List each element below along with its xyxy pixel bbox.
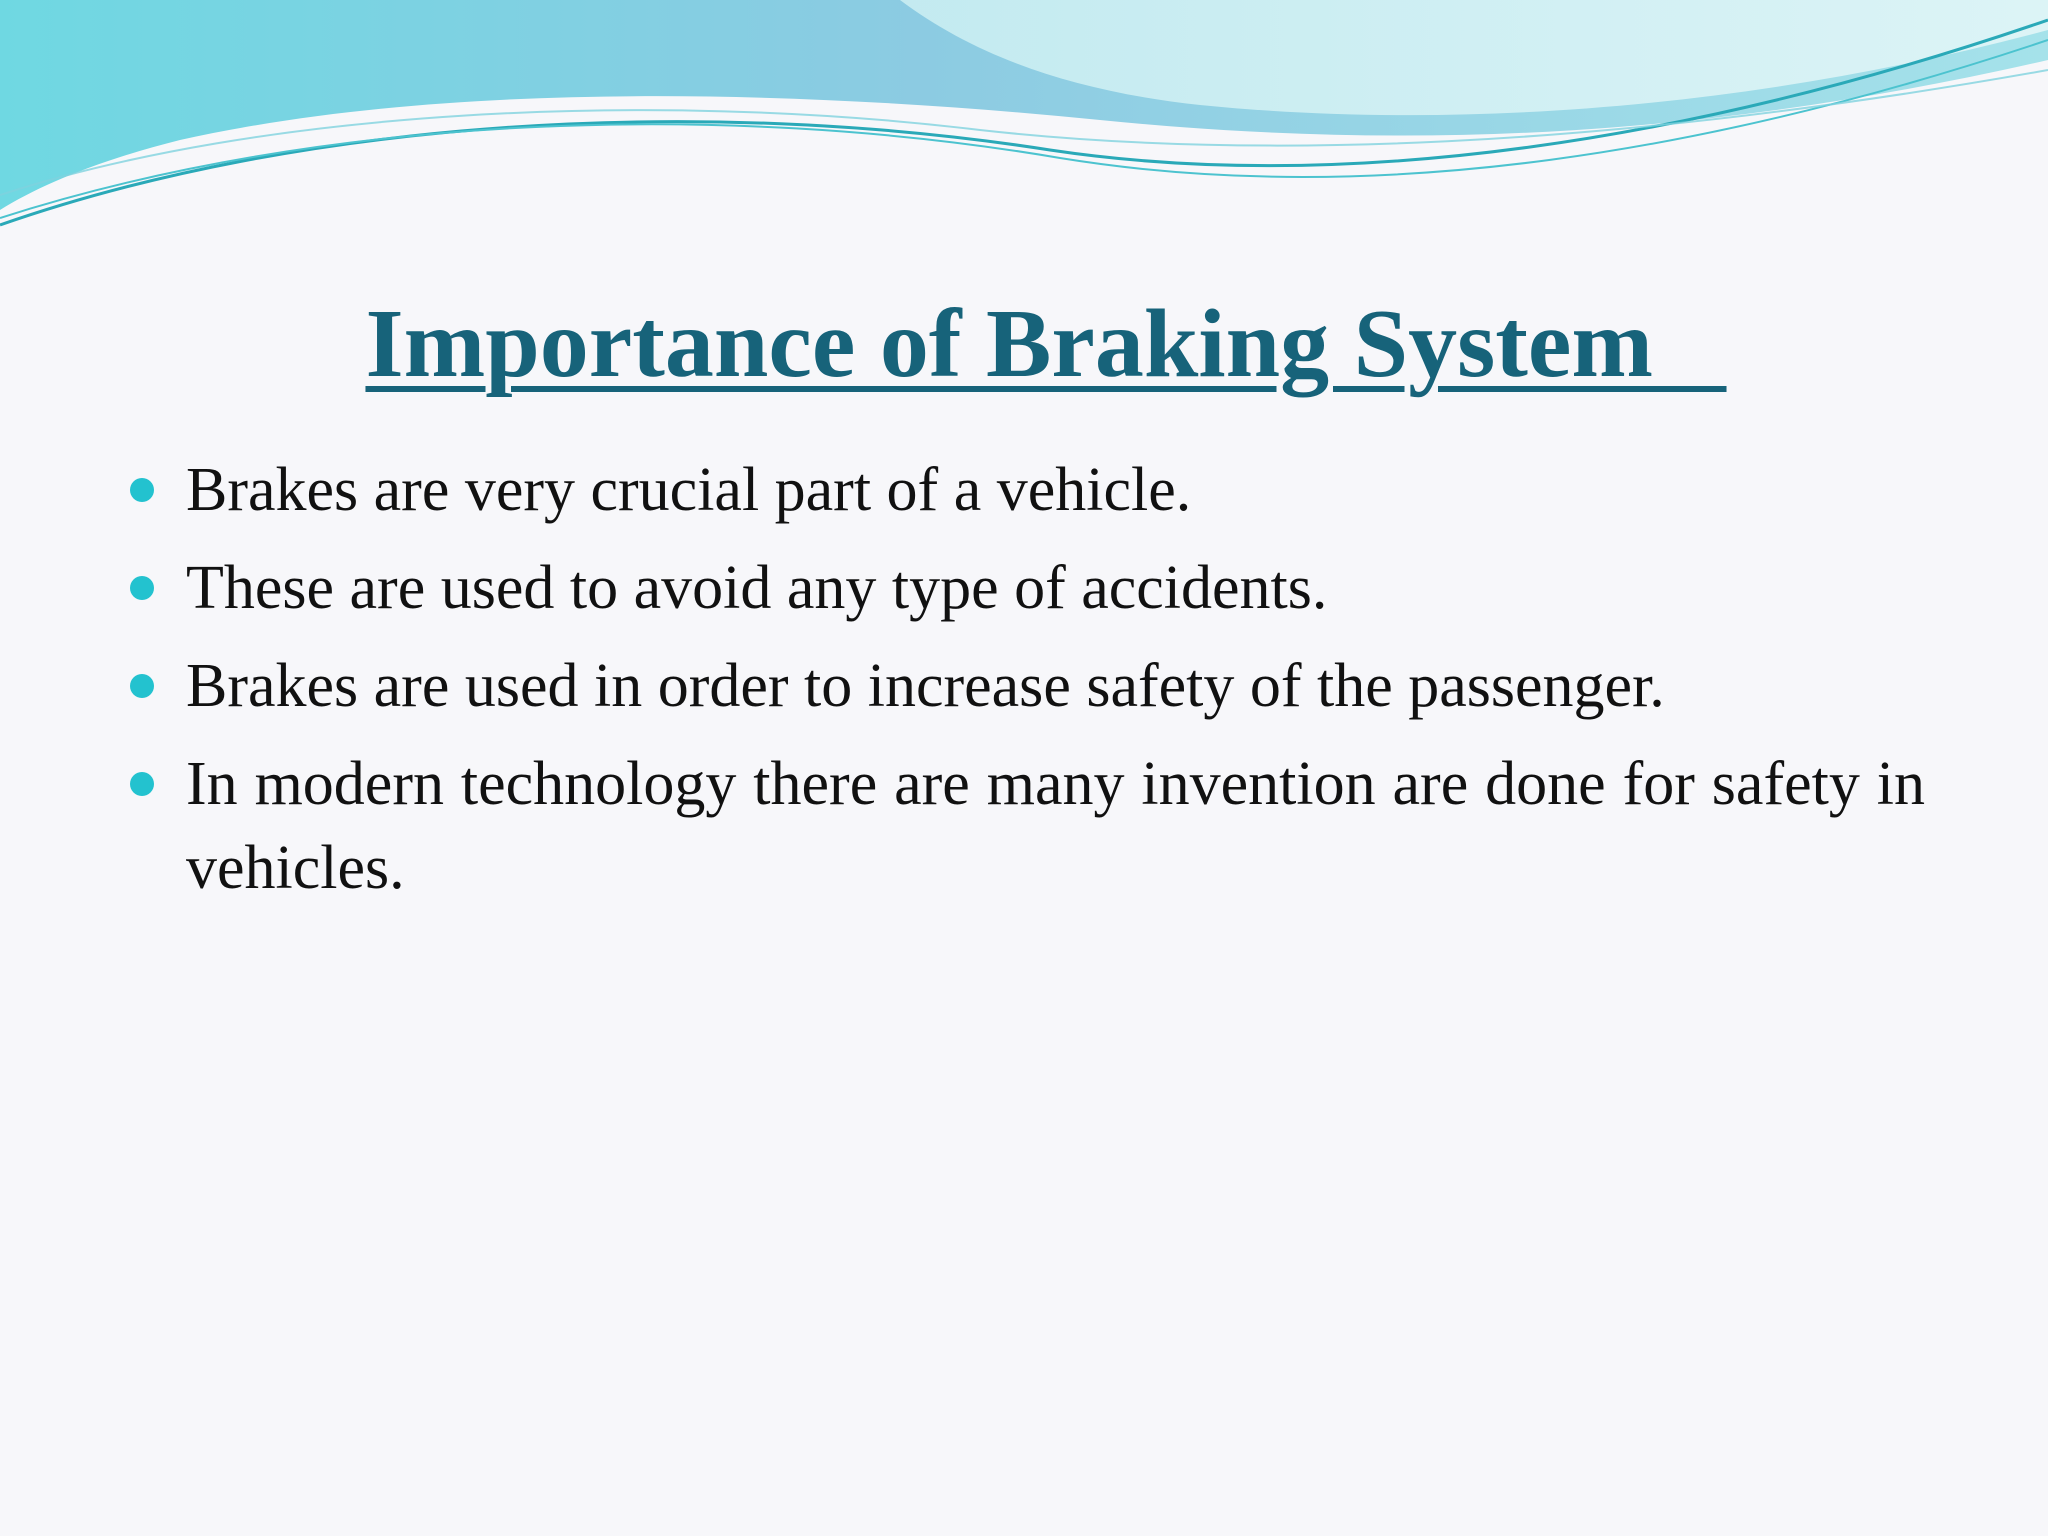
- bullet-list: [130, 448, 1925, 924]
- bullet-item: [130, 448, 1925, 532]
- bullet-text: Brakes are very crucial part of a vehicle.: [186, 456, 1192, 524]
- slide-title: Importance of Braking System: [365, 290, 1727, 398]
- bullet-text: These are used to avoid any type of accidents.: [186, 554, 1328, 622]
- bullet-item: [130, 546, 1925, 630]
- bullet-dot-icon: [130, 772, 154, 796]
- bullet-text: In modern technology there are many invention are done for safety in vehicles.: [186, 750, 1925, 902]
- bullet-item: [130, 742, 1925, 910]
- bullet-dot-icon: [130, 674, 154, 698]
- title-container: [0, 290, 2048, 400]
- bullet-dot-icon: [130, 478, 154, 502]
- bullet-dot-icon: [130, 576, 154, 600]
- bullet-item: [130, 644, 1925, 728]
- bullet-text: Brakes are used in order to increase safety of the passenger.: [186, 652, 1665, 720]
- decorative-wave-header: [0, 0, 2048, 240]
